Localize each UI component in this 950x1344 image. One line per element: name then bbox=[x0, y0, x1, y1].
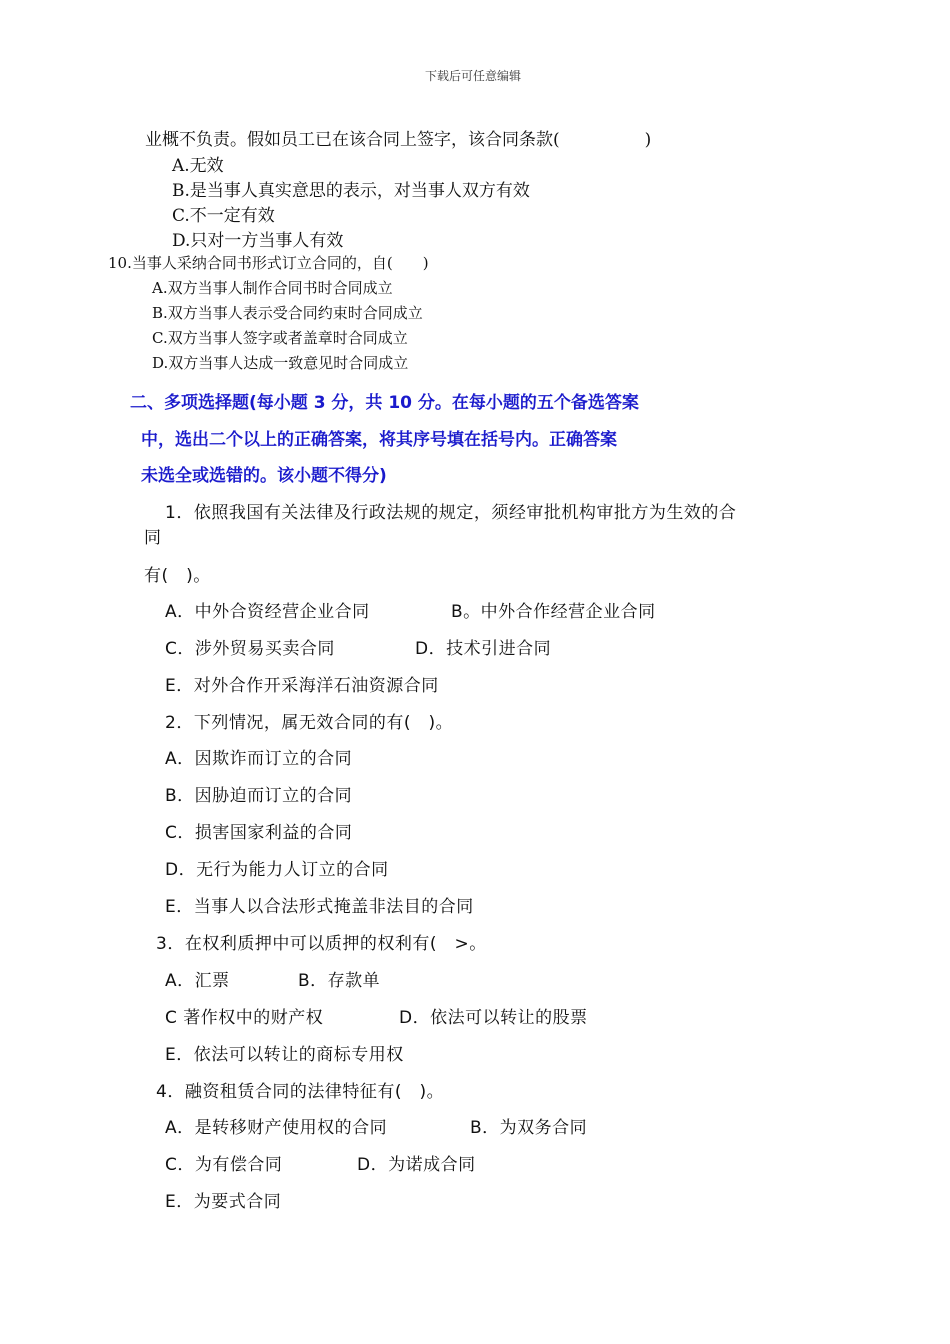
q10-option-c: C.双方当事人签字或者盖章时合同成立 bbox=[152, 329, 408, 347]
mq2-option-e: E．当事人以合法形式掩盖非法目的合同 bbox=[165, 897, 474, 917]
mq3-option-d: D．依法可以转让的股票 bbox=[399, 1008, 588, 1028]
mq3-stem: 3．在权利质押中可以质押的权利有( >。 bbox=[156, 934, 487, 954]
q10-option-b: B.双方当事人表示受合同约束时合同成立 bbox=[152, 304, 423, 322]
q10-stem: 10.当事人采纳合同书形式订立合同的，自( ) bbox=[108, 254, 429, 272]
page-header: 下载后可任意编辑 bbox=[425, 69, 522, 83]
mq1-option-c: C．涉外贸易买卖合同 bbox=[165, 639, 335, 659]
mq3-option-e: E．依法可以转让的商标专用权 bbox=[165, 1045, 404, 1065]
mq1-stem-line2: 同 bbox=[144, 528, 162, 548]
mq2-option-a: A．因欺诈而订立的合同 bbox=[165, 749, 353, 769]
mq4-option-b: B．为双务合同 bbox=[470, 1118, 588, 1138]
q9-option-c: C.不一定有效 bbox=[172, 206, 275, 226]
section2-heading-line1: 二、多项选择题(每小题 3 分，共 10 分。在每小题的五个备选答案 bbox=[130, 393, 639, 413]
section2-heading-line3: 未选全或选错的。该小题不得分) bbox=[141, 466, 387, 486]
mq4-option-c: C．为有偿合同 bbox=[165, 1155, 283, 1175]
q10-option-d: D.双方当事人达成一致意见时合同成立 bbox=[152, 354, 409, 372]
q9-continuation: 业概不负责。假如员工已在该合同上签字，该合同条款( ) bbox=[145, 130, 652, 150]
q9-option-a: A.无效 bbox=[172, 156, 224, 176]
mq2-stem: 2．下列情况，属无效合同的有( )。 bbox=[165, 713, 454, 733]
mq2-option-c: C．损害国家利益的合同 bbox=[165, 823, 353, 843]
q10-option-a: A.双方当事人制作合同书时合同成立 bbox=[152, 279, 393, 297]
mq1-option-d: D．技术引进合同 bbox=[415, 639, 552, 659]
mq4-option-e: E．为要式合同 bbox=[165, 1192, 282, 1212]
mq1-option-e: E．对外合作开采海洋石油资源合同 bbox=[165, 676, 439, 696]
mq2-option-d: D．无行为能力人订立的合同 bbox=[165, 860, 389, 880]
mq4-stem: 4．融资租赁合同的法律特征有( )。 bbox=[156, 1082, 445, 1102]
mq4-option-a: A．是转移财产使用权的合同 bbox=[165, 1118, 388, 1138]
section2-heading-line2: 中，选出二个以上的正确答案，将其序号填在括号内。正确答案 bbox=[141, 430, 617, 450]
mq1-stem-line3: 有( )。 bbox=[144, 566, 211, 586]
mq1-option-a: A．中外合资经营企业合同 bbox=[165, 602, 370, 622]
q9-option-b: B.是当事人真实意思的表示，对当事人双方有效 bbox=[172, 181, 530, 201]
mq2-option-b: B．因胁迫而订立的合同 bbox=[165, 786, 353, 806]
mq1-option-b: B。中外合作经营企业合同 bbox=[451, 602, 656, 622]
mq3-option-c: C 著作权中的财产权 bbox=[165, 1008, 324, 1028]
mq3-option-b: B．存款单 bbox=[298, 971, 381, 991]
q9-option-d: D.只对一方当事人有效 bbox=[172, 231, 344, 251]
mq4-option-d: D．为诺成合同 bbox=[357, 1155, 476, 1175]
mq3-option-a: A．汇票 bbox=[165, 971, 230, 991]
mq1-stem-line1: 1．依照我国有关法律及行政法规的规定，须经审批机构审批方为生效的合 bbox=[165, 503, 737, 523]
